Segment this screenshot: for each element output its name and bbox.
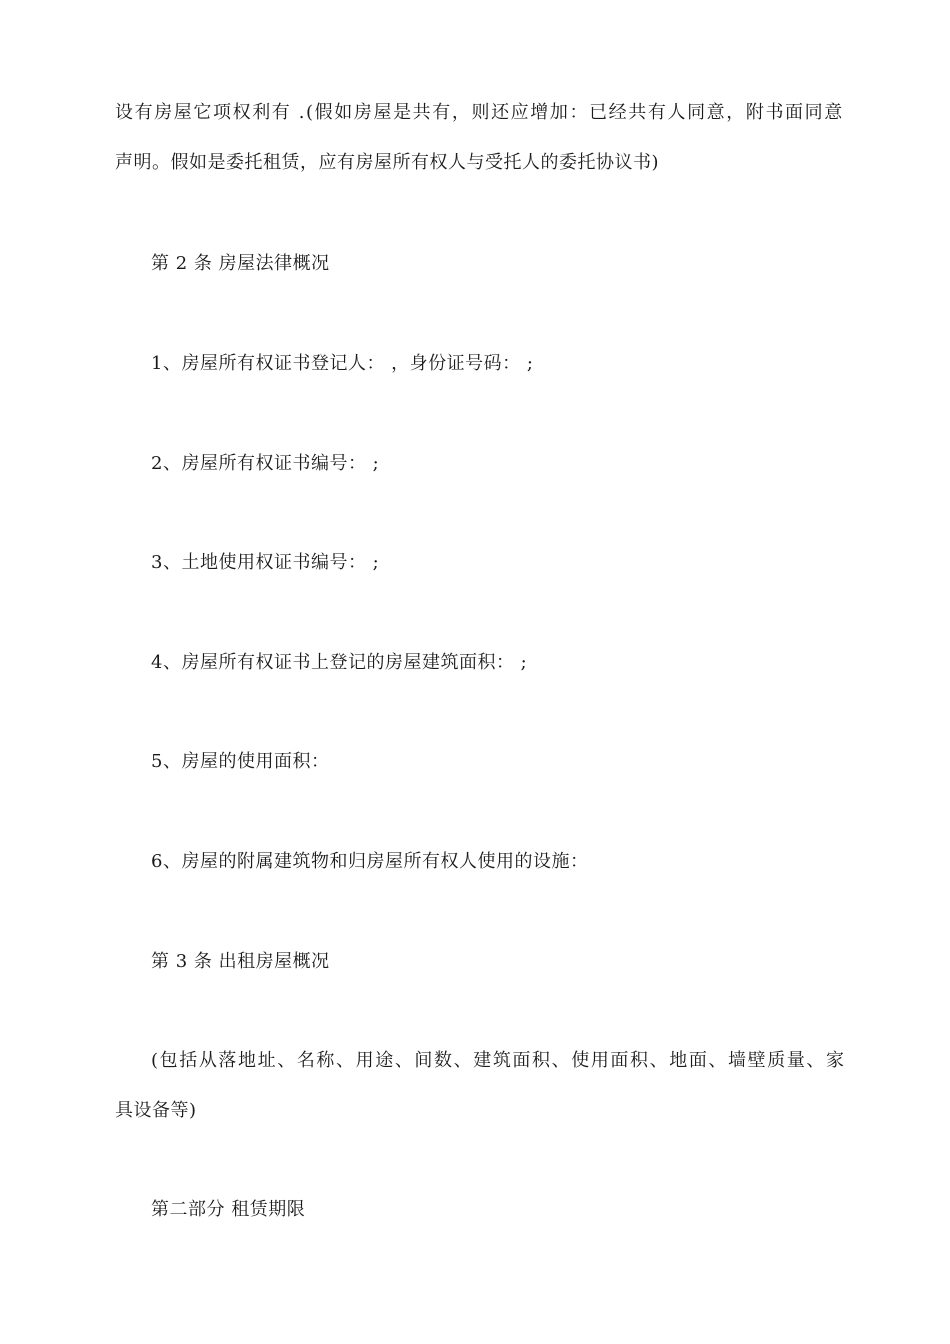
intro-line-1: 设有房屋它项权利有 .(假如房屋是共有，则还应增加：已经共有人同意，附书面同意 bbox=[115, 102, 844, 123]
list-item-2: 2、房屋所有权证书编号： ; bbox=[151, 453, 380, 474]
list-item-5: 5、房屋的使用面积： bbox=[151, 751, 330, 772]
article-3-line-2: 具设备等) bbox=[115, 1100, 197, 1121]
part-2-heading: 第二部分 租赁期限 bbox=[151, 1199, 306, 1220]
list-item-1: 1、房屋所有权证书登记人： ，身份证号码： ; bbox=[151, 353, 534, 374]
list-item-3: 3、土地使用权证书编号： ; bbox=[151, 552, 380, 573]
article-2-heading: 第 2 条 房屋法律概况 bbox=[151, 253, 330, 274]
article-3-line-1: (包括从落地址、名称、用途、间数、建筑面积、使用面积、地面、墙壁质量、家 bbox=[151, 1050, 846, 1071]
article-3-heading: 第 3 条 出租房屋概况 bbox=[151, 951, 330, 972]
list-item-4: 4、房屋所有权证书上登记的房屋建筑面积： ; bbox=[151, 652, 528, 673]
intro-line-2: 声明。假如是委托租赁，应有房屋所有权人与受托人的委托协议书) bbox=[115, 152, 660, 173]
list-item-6: 6、房屋的附属建筑物和归房屋所有权人使用的设施： bbox=[151, 851, 589, 872]
